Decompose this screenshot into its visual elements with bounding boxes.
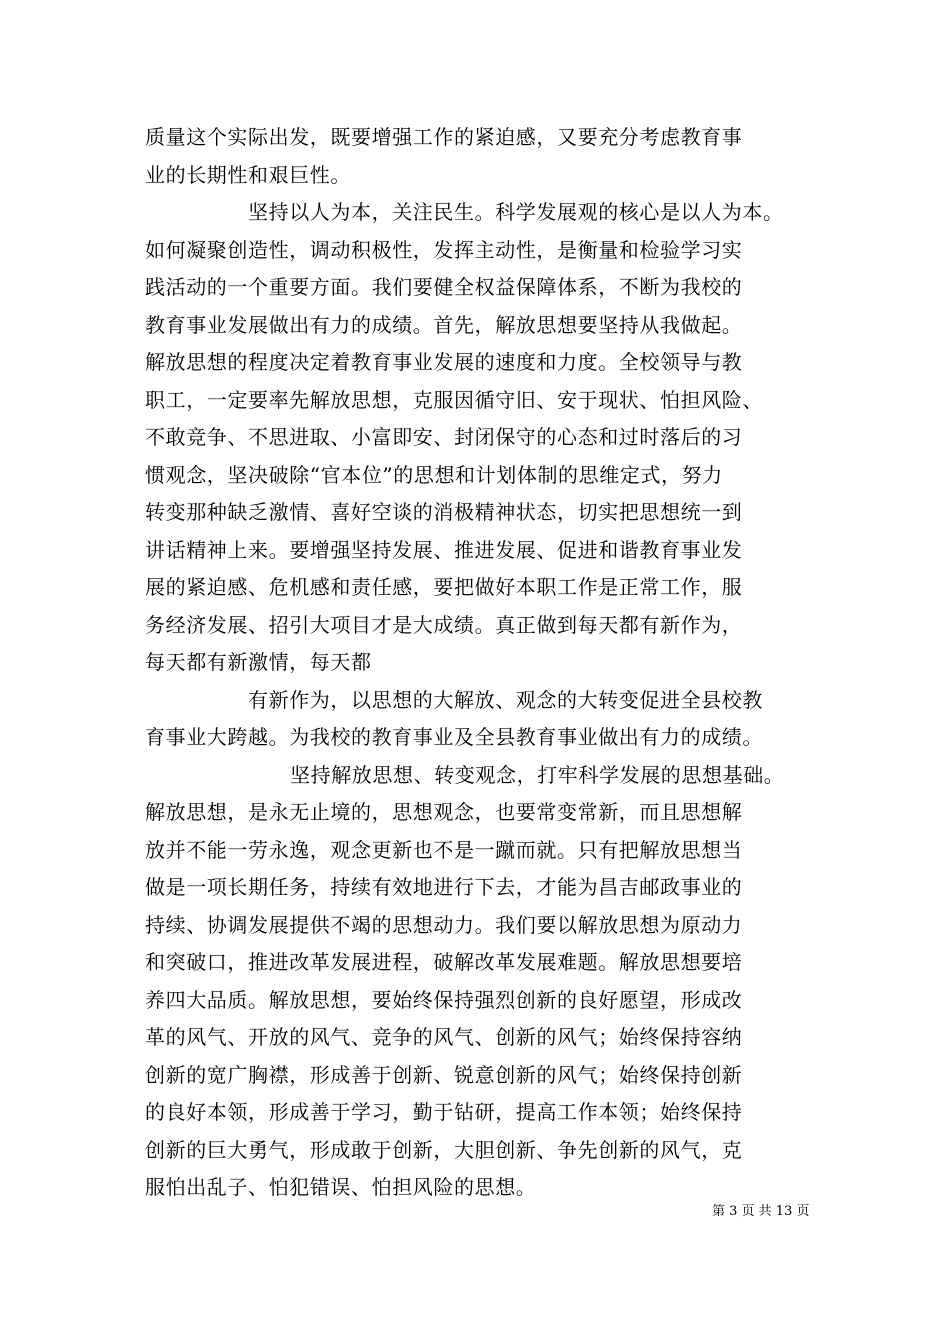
text-line: 创新的宽广胸襟，形成善于创新、锐意创新的风气；始终保持创新: [145, 1063, 743, 1087]
text-line: 职工，一定要率先解放思想，克服因循守旧、安于现状、怕担风险、: [145, 388, 763, 412]
text-line: 解放思想，是永无止境的，思想观念，也要常变常新，而且思想解: [145, 800, 743, 824]
text-line: 践活动的一个重要方面。我们要健全权益保障体系，不断为我校的: [145, 275, 743, 299]
paragraph-start-line: 坚持以人为本，关注民生。科学发展观的核心是以人为本。: [248, 200, 784, 224]
text-line: 做是一项长期任务，持续有效地进行下去，才能为昌吉邮政事业的: [145, 875, 743, 899]
text-line: 展的紧迫感、危机感和责任感，要把做好本职工作是正常工作，服: [145, 575, 743, 599]
text-line: 的良好本领，形成善于学习，勤于钻研，提高工作本领；始终保持: [145, 1100, 743, 1124]
text-line: 质量这个实际出发，既要增强工作的紧迫感，又要充分考虑教育事: [145, 125, 743, 149]
text-line: 惯观念，坚决破除“官本位”的思想和计划体制的思维定式，努力: [145, 463, 723, 487]
text-line: 不敢竞争、不思进取、小富即安、封闭保守的心态和过时落后的习: [145, 425, 743, 449]
text-line: 持续、协调发展提供不竭的思想动力。我们要以解放思想为原动力: [145, 913, 743, 937]
text-line: 革的风气、开放的风气、竞争的风气、创新的风气；始终保持容纳: [145, 1025, 743, 1049]
text-line: 和突破口，推进改革发展进程，破解改革发展难题。解放思想要培: [145, 950, 743, 974]
text-line: 转变那种缺乏激情、喜好空谈的消极精神状态，切实把思想统一到: [145, 500, 743, 524]
text-line: 创新的巨大勇气，形成敢于创新，大胆创新、争先创新的风气，克: [145, 1138, 743, 1162]
text-line: 每天都有新激情，每天都: [145, 650, 372, 674]
text-line: 业的长期性和艰巨性。: [145, 163, 351, 187]
text-line: 教育事业发展做出有力的成绩。首先，解放思想要坚持从我做起。: [145, 313, 743, 337]
text-line: 如何凝聚创造性，调动积极性，发挥主动性，是衡量和检验学习实: [145, 238, 743, 262]
page-number-footer: 第 3 页 共 13 页: [712, 1204, 810, 1219]
paragraph-start-line: 坚持解放思想、转变观念，打牢科学发展的思想基础。: [290, 763, 785, 787]
text-line: 解放思想的程度决定着教育事业发展的速度和力度。全校领导与教: [145, 350, 743, 374]
text-line: 服怕出乱子、怕犯错误、怕担风险的思想。: [145, 1175, 537, 1199]
text-line: 育事业大跨越。为我校的教育事业及全县教育事业做出有力的成绩。: [145, 725, 763, 749]
paragraph-start-line: 有新作为，以思想的大解放、观念的大转变促进全县校教: [248, 688, 763, 712]
text-line: 养四大品质。解放思想，要始终保持强烈创新的良好愿望，形成改: [145, 988, 743, 1012]
text-line: 讲话精神上来。要增强坚持发展、推进发展、促进和谐教育事业发: [145, 538, 743, 562]
text-line: 务经济发展、招引大项目才是大成绩。真正做到每天都有新作为，: [145, 613, 743, 637]
text-line: 放并不能一劳永逸，观念更新也不是一蹴而就。只有把解放思想当: [145, 838, 743, 862]
